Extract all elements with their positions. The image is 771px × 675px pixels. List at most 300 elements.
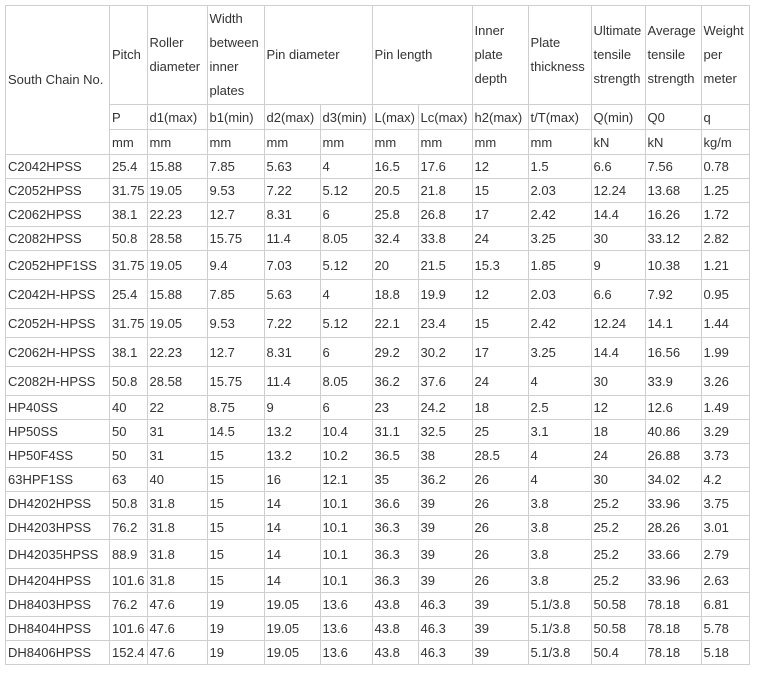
value-cell: 6.6 [591, 280, 645, 309]
value-cell: 22.1 [372, 309, 418, 338]
symbol-cell: d2(max) [264, 105, 320, 130]
header-plate-thickness: Plate thickness [528, 6, 591, 105]
value-cell: 15.3 [472, 251, 528, 280]
value-cell: 33.9 [645, 367, 701, 396]
table-row [6, 179, 750, 203]
value-cell: 46.3 [418, 641, 472, 665]
value-cell: 0.95 [701, 280, 749, 309]
value-cell: 13.2 [264, 444, 320, 468]
symbol-cell: d3(min) [320, 105, 372, 130]
table-row [6, 641, 750, 665]
value-cell: 31.8 [147, 569, 207, 593]
value-cell: 14.4 [591, 203, 645, 227]
chain-number-cell: DH42035HPSS [6, 540, 110, 569]
value-cell: 4 [528, 367, 591, 396]
value-cell: 4 [528, 468, 591, 492]
value-cell: 25.4 [110, 280, 148, 309]
unit-cell: mm [372, 130, 418, 155]
value-cell: 12.6 [645, 396, 701, 420]
header-pin-diameter: Pin diameter [264, 6, 372, 105]
value-cell: 31.8 [147, 492, 207, 516]
value-cell: 34.02 [645, 468, 701, 492]
value-cell: 31.8 [147, 516, 207, 540]
table-row [6, 516, 750, 540]
symbol-cell: L(max) [372, 105, 418, 130]
chain-number-cell: HP40SS [6, 396, 110, 420]
value-cell: 5.1/3.8 [528, 617, 591, 641]
chain-number-cell: DH8406HPSS [6, 641, 110, 665]
value-cell: 16 [264, 468, 320, 492]
chain-number-cell: DH8404HPSS [6, 617, 110, 641]
unit-cell: mm [528, 130, 591, 155]
value-cell: 14 [264, 569, 320, 593]
symbol-cell: d1(max) [147, 105, 207, 130]
value-cell: 16.26 [645, 203, 701, 227]
value-cell: 24 [591, 444, 645, 468]
table-row [6, 338, 750, 367]
value-cell: 40.86 [645, 420, 701, 444]
value-cell: 47.6 [147, 641, 207, 665]
value-cell: 1.49 [701, 396, 749, 420]
header-chain-no: South Chain No. [6, 6, 110, 155]
table-row [6, 420, 750, 444]
table-row [6, 155, 750, 179]
value-cell: 37.6 [418, 367, 472, 396]
value-cell: 20.5 [372, 179, 418, 203]
value-cell: 36.6 [372, 492, 418, 516]
header-width-between-inner-plates: Width between inner plates [207, 6, 264, 105]
table-row [6, 540, 750, 569]
value-cell: 26 [472, 540, 528, 569]
value-cell: 22.23 [147, 203, 207, 227]
table-row [6, 203, 750, 227]
value-cell: 14.1 [645, 309, 701, 338]
value-cell: 2.03 [528, 179, 591, 203]
chain-number-cell: C2082H-HPSS [6, 367, 110, 396]
value-cell: 76.2 [110, 516, 148, 540]
value-cell: 24 [472, 227, 528, 251]
value-cell: 43.8 [372, 641, 418, 665]
chain-number-cell: HP50F4SS [6, 444, 110, 468]
value-cell: 5.78 [701, 617, 749, 641]
chain-number-cell: C2042H-HPSS [6, 280, 110, 309]
value-cell: 2.03 [528, 280, 591, 309]
value-cell: 39 [472, 593, 528, 617]
value-cell: 25.2 [591, 492, 645, 516]
value-cell: 47.6 [147, 617, 207, 641]
value-cell: 31 [147, 420, 207, 444]
value-cell: 25.2 [591, 540, 645, 569]
header-inner-plate-depth: Inner plate depth [472, 6, 528, 105]
value-cell: 6 [320, 203, 372, 227]
value-cell: 50.8 [110, 367, 148, 396]
unit-cell: mm [110, 130, 148, 155]
header-pin-length: Pin length [372, 6, 472, 105]
value-cell: 18 [472, 396, 528, 420]
value-cell: 9.53 [207, 309, 264, 338]
value-cell: 13.6 [320, 593, 372, 617]
value-cell: 28.5 [472, 444, 528, 468]
value-cell: 2.5 [528, 396, 591, 420]
value-cell: 19 [207, 593, 264, 617]
value-cell: 15 [207, 492, 264, 516]
table-row [6, 492, 750, 516]
chain-number-cell: C2062H-HPSS [6, 338, 110, 367]
value-cell: 15 [207, 540, 264, 569]
value-cell: 50.4 [591, 641, 645, 665]
value-cell: 35 [372, 468, 418, 492]
value-cell: 3.8 [528, 492, 591, 516]
value-cell: 8.05 [320, 367, 372, 396]
chain-number-cell: DH4202HPSS [6, 492, 110, 516]
value-cell: 5.63 [264, 155, 320, 179]
chain-number-cell: HP50SS [6, 420, 110, 444]
unit-cell: mm [147, 130, 207, 155]
value-cell: 19 [207, 641, 264, 665]
value-cell: 19 [207, 617, 264, 641]
value-cell: 6.81 [701, 593, 749, 617]
value-cell: 18.8 [372, 280, 418, 309]
value-cell: 26 [472, 516, 528, 540]
value-cell: 5.12 [320, 179, 372, 203]
chain-number-cell: C2052HPSS [6, 179, 110, 203]
value-cell: 9.53 [207, 179, 264, 203]
value-cell: 30 [591, 367, 645, 396]
value-cell: 1.44 [701, 309, 749, 338]
value-cell: 33.12 [645, 227, 701, 251]
unit-cell: kN [645, 130, 701, 155]
value-cell: 31.1 [372, 420, 418, 444]
value-cell: 28.58 [147, 227, 207, 251]
value-cell: 2.42 [528, 309, 591, 338]
value-cell: 46.3 [418, 617, 472, 641]
value-cell: 8.05 [320, 227, 372, 251]
value-cell: 4 [320, 155, 372, 179]
value-cell: 19.05 [147, 251, 207, 280]
value-cell: 14 [264, 540, 320, 569]
chain-number-cell: DH4204HPSS [6, 569, 110, 593]
value-cell: 36.2 [372, 367, 418, 396]
value-cell: 1.85 [528, 251, 591, 280]
value-cell: 3.73 [701, 444, 749, 468]
symbol-cell: Lc(max) [418, 105, 472, 130]
value-cell: 88.9 [110, 540, 148, 569]
value-cell: 39 [418, 516, 472, 540]
value-cell: 36.3 [372, 540, 418, 569]
value-cell: 11.4 [264, 227, 320, 251]
value-cell: 26 [472, 468, 528, 492]
chain-number-cell: DH4203HPSS [6, 516, 110, 540]
value-cell: 24.2 [418, 396, 472, 420]
value-cell: 101.6 [110, 617, 148, 641]
unit-cell: kg/m [701, 130, 749, 155]
table-row [6, 251, 750, 280]
value-cell: 36.3 [372, 516, 418, 540]
table-row [6, 227, 750, 251]
value-cell: 26.8 [418, 203, 472, 227]
value-cell: 5.63 [264, 280, 320, 309]
value-cell: 31.75 [110, 179, 148, 203]
value-cell: 39 [418, 492, 472, 516]
value-cell: 19.05 [264, 593, 320, 617]
value-cell: 30 [591, 227, 645, 251]
value-cell: 3.8 [528, 569, 591, 593]
value-cell: 76.2 [110, 593, 148, 617]
value-cell: 39 [418, 569, 472, 593]
value-cell: 46.3 [418, 593, 472, 617]
chain-spec-table [5, 5, 750, 665]
value-cell: 31.75 [110, 251, 148, 280]
header-weight-per-meter: Weight per meter [701, 6, 749, 105]
unit-row [6, 130, 750, 155]
value-cell: 2.42 [528, 203, 591, 227]
value-cell: 7.22 [264, 309, 320, 338]
value-cell: 19.05 [264, 641, 320, 665]
value-cell: 40 [147, 468, 207, 492]
value-cell: 15 [207, 569, 264, 593]
table-row [6, 396, 750, 420]
value-cell: 13.68 [645, 179, 701, 203]
unit-cell: mm [264, 130, 320, 155]
value-cell: 10.1 [320, 492, 372, 516]
value-cell: 12 [472, 155, 528, 179]
value-cell: 5.18 [701, 641, 749, 665]
value-cell: 20 [372, 251, 418, 280]
table-row [6, 280, 750, 309]
symbol-cell: b1(min) [207, 105, 264, 130]
value-cell: 24 [472, 367, 528, 396]
value-cell: 28.26 [645, 516, 701, 540]
symbol-row [6, 105, 750, 130]
symbol-cell: t/T(max) [528, 105, 591, 130]
value-cell: 15.75 [207, 227, 264, 251]
value-cell: 78.18 [645, 593, 701, 617]
value-cell: 12 [591, 396, 645, 420]
value-cell: 29.2 [372, 338, 418, 367]
value-cell: 4 [320, 280, 372, 309]
value-cell: 12.1 [320, 468, 372, 492]
table-row [6, 617, 750, 641]
value-cell: 7.85 [207, 155, 264, 179]
value-cell: 10.1 [320, 516, 372, 540]
value-cell: 6.6 [591, 155, 645, 179]
value-cell: 12.24 [591, 309, 645, 338]
unit-cell: mm [472, 130, 528, 155]
value-cell: 78.18 [645, 641, 701, 665]
value-cell: 50.58 [591, 593, 645, 617]
value-cell: 4.2 [701, 468, 749, 492]
symbol-cell: q [701, 105, 749, 130]
value-cell: 19.9 [418, 280, 472, 309]
chain-number-cell: 63HPF1SS [6, 468, 110, 492]
value-cell: 23.4 [418, 309, 472, 338]
value-cell: 17 [472, 203, 528, 227]
value-cell: 2.79 [701, 540, 749, 569]
unit-cell: kN [591, 130, 645, 155]
header-roller-diameter: Roller diameter [147, 6, 207, 105]
table-row [6, 444, 750, 468]
value-cell: 25.2 [591, 569, 645, 593]
value-cell: 12.24 [591, 179, 645, 203]
value-cell: 38.1 [110, 338, 148, 367]
value-cell: 50.8 [110, 492, 148, 516]
value-cell: 9 [264, 396, 320, 420]
value-cell: 7.92 [645, 280, 701, 309]
value-cell: 33.96 [645, 569, 701, 593]
value-cell: 32.5 [418, 420, 472, 444]
header-pitch: Pitch [110, 6, 148, 105]
chain-number-cell: C2052HPF1SS [6, 251, 110, 280]
value-cell: 23 [372, 396, 418, 420]
value-cell: 152.4 [110, 641, 148, 665]
table-row [6, 309, 750, 338]
value-cell: 17 [472, 338, 528, 367]
value-cell: 43.8 [372, 593, 418, 617]
value-cell: 25.2 [591, 516, 645, 540]
value-cell: 15.75 [207, 367, 264, 396]
value-cell: 21.5 [418, 251, 472, 280]
value-cell: 21.8 [418, 179, 472, 203]
value-cell: 9 [591, 251, 645, 280]
value-cell: 13.6 [320, 617, 372, 641]
header-average-tensile-strength: Average tensile strength [645, 6, 701, 105]
value-cell: 31.8 [147, 540, 207, 569]
header-ultimate-tensile-strength: Ultimate tensile strength [591, 6, 645, 105]
value-cell: 1.99 [701, 338, 749, 367]
value-cell: 32.4 [372, 227, 418, 251]
value-cell: 1.25 [701, 179, 749, 203]
value-cell: 2.82 [701, 227, 749, 251]
value-cell: 25 [472, 420, 528, 444]
value-cell: 38.1 [110, 203, 148, 227]
unit-cell: mm [207, 130, 264, 155]
value-cell: 5.12 [320, 251, 372, 280]
chain-number-cell: C2042HPSS [6, 155, 110, 179]
value-cell: 12.7 [207, 203, 264, 227]
value-cell: 10.4 [320, 420, 372, 444]
value-cell: 14.5 [207, 420, 264, 444]
value-cell: 8.31 [264, 338, 320, 367]
value-cell: 39 [472, 617, 528, 641]
value-cell: 28.58 [147, 367, 207, 396]
value-cell: 40 [110, 396, 148, 420]
unit-cell: mm [320, 130, 372, 155]
value-cell: 15 [472, 179, 528, 203]
value-cell: 7.85 [207, 280, 264, 309]
value-cell: 5.1/3.8 [528, 593, 591, 617]
value-cell: 13.2 [264, 420, 320, 444]
value-cell: 3.75 [701, 492, 749, 516]
value-cell: 50.58 [591, 617, 645, 641]
value-cell: 15.88 [147, 155, 207, 179]
symbol-cell: h2(max) [472, 105, 528, 130]
value-cell: 30.2 [418, 338, 472, 367]
value-cell: 26 [472, 569, 528, 593]
value-cell: 1.72 [701, 203, 749, 227]
value-cell: 4 [528, 444, 591, 468]
value-cell: 50 [110, 444, 148, 468]
unit-cell: mm [418, 130, 472, 155]
value-cell: 36.3 [372, 569, 418, 593]
value-cell: 50 [110, 420, 148, 444]
value-cell: 16.56 [645, 338, 701, 367]
value-cell: 101.6 [110, 569, 148, 593]
value-cell: 5.1/3.8 [528, 641, 591, 665]
value-cell: 3.01 [701, 516, 749, 540]
chain-number-cell: DH8403HPSS [6, 593, 110, 617]
table-row [6, 468, 750, 492]
value-cell: 3.25 [528, 338, 591, 367]
value-cell: 3.29 [701, 420, 749, 444]
value-cell: 10.1 [320, 540, 372, 569]
value-cell: 39 [418, 540, 472, 569]
value-cell: 3.25 [528, 227, 591, 251]
chain-number-cell: C2052H-HPSS [6, 309, 110, 338]
value-cell: 22.23 [147, 338, 207, 367]
value-cell: 2.63 [701, 569, 749, 593]
table-row [6, 569, 750, 593]
value-cell: 43.8 [372, 617, 418, 641]
value-cell: 47.6 [147, 593, 207, 617]
value-cell: 15 [472, 309, 528, 338]
value-cell: 10.1 [320, 569, 372, 593]
value-cell: 15.88 [147, 280, 207, 309]
value-cell: 17.6 [418, 155, 472, 179]
value-cell: 31.75 [110, 309, 148, 338]
value-cell: 50.8 [110, 227, 148, 251]
value-cell: 14.4 [591, 338, 645, 367]
value-cell: 39 [472, 641, 528, 665]
value-cell: 5.12 [320, 309, 372, 338]
value-cell: 15 [207, 468, 264, 492]
table-body [6, 155, 750, 665]
value-cell: 33.8 [418, 227, 472, 251]
value-cell: 8.31 [264, 203, 320, 227]
symbol-cell: Q(min) [591, 105, 645, 130]
value-cell: 26 [472, 492, 528, 516]
value-cell: 22 [147, 396, 207, 420]
value-cell: 15 [207, 516, 264, 540]
value-cell: 36.5 [372, 444, 418, 468]
value-cell: 19.05 [147, 309, 207, 338]
value-cell: 1.21 [701, 251, 749, 280]
value-cell: 16.5 [372, 155, 418, 179]
value-cell: 13.6 [320, 641, 372, 665]
value-cell: 7.22 [264, 179, 320, 203]
value-cell: 8.75 [207, 396, 264, 420]
value-cell: 11.4 [264, 367, 320, 396]
value-cell: 1.5 [528, 155, 591, 179]
value-cell: 10.38 [645, 251, 701, 280]
value-cell: 7.03 [264, 251, 320, 280]
value-cell: 19.05 [147, 179, 207, 203]
table-row [6, 367, 750, 396]
value-cell: 63 [110, 468, 148, 492]
value-cell: 25.4 [110, 155, 148, 179]
value-cell: 7.56 [645, 155, 701, 179]
chain-number-cell: C2062HPSS [6, 203, 110, 227]
value-cell: 33.66 [645, 540, 701, 569]
value-cell: 26.88 [645, 444, 701, 468]
value-cell: 36.2 [418, 468, 472, 492]
value-cell: 3.26 [701, 367, 749, 396]
value-cell: 3.8 [528, 516, 591, 540]
value-cell: 6 [320, 396, 372, 420]
value-cell: 0.78 [701, 155, 749, 179]
chain-number-cell: C2082HPSS [6, 227, 110, 251]
value-cell: 18 [591, 420, 645, 444]
value-cell: 3.8 [528, 540, 591, 569]
